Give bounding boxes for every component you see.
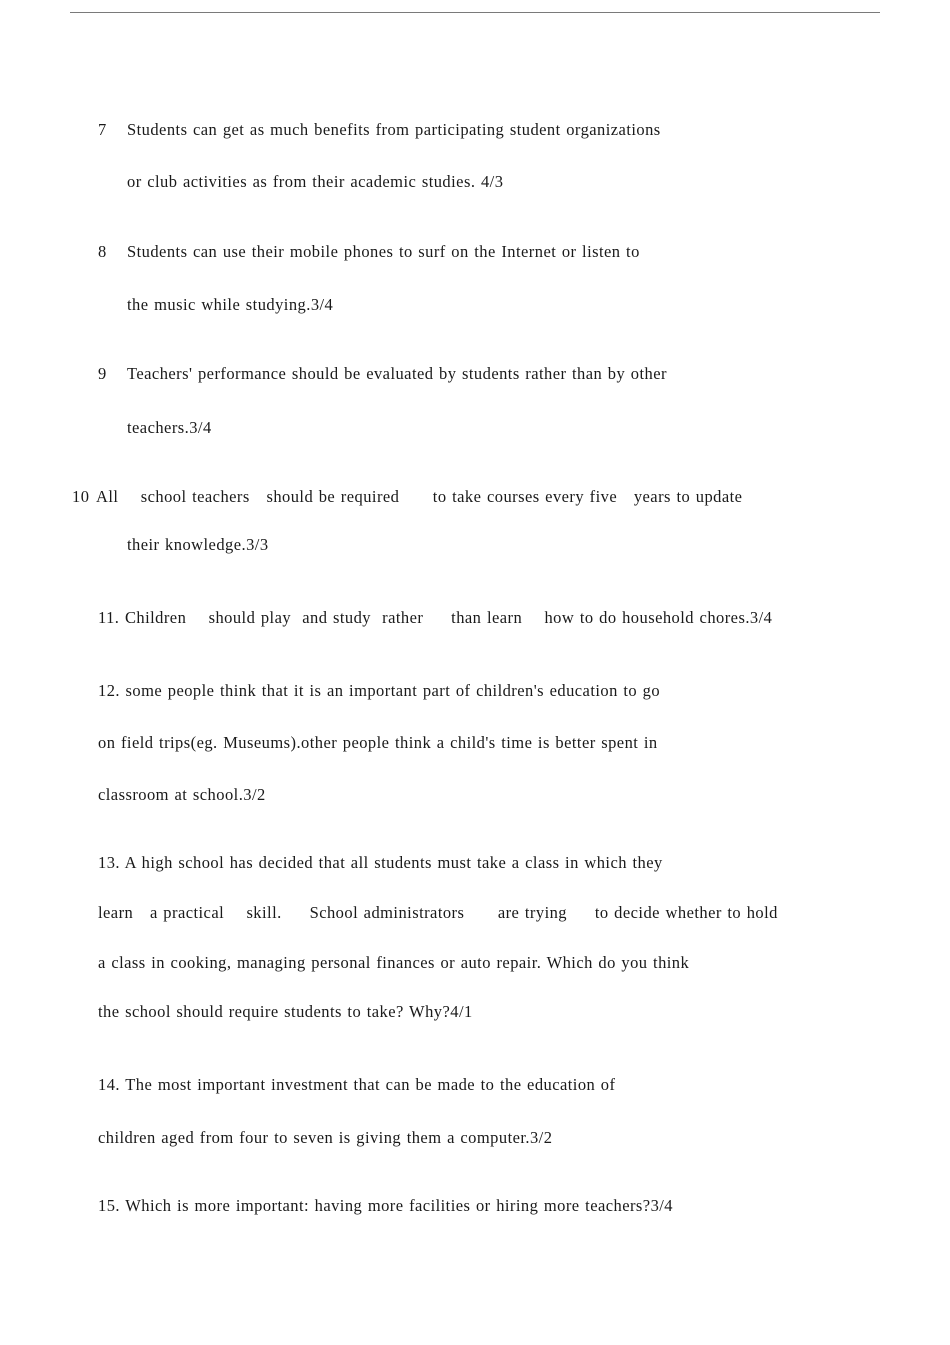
item-text-line: children aged from four to seven is giving them a computer.3/2 (98, 1128, 553, 1147)
item-text-line: Teachers' performance should be evaluated by students rather than by other (127, 364, 667, 383)
item-text-line: 15. Which is more important: having more facilities or hiring more teachers?3/4 (98, 1196, 674, 1215)
item-number: 7 (98, 120, 107, 139)
header-rule (70, 12, 880, 13)
item-text-line: 11. Children should play and study rather than learn how to do household chores.3/4 (98, 608, 773, 627)
item-text-line: 13. A high school has decided that all students must take a class in which they (98, 853, 663, 872)
item-text-line: teachers.3/4 (127, 418, 212, 437)
item-text-line: a class in cooking, managing personal finances or auto repair. Which do you think (98, 953, 690, 972)
item-text-line: on field trips(eg. Museums).other people think a child's time is better spent in (98, 733, 658, 752)
item-text-line: or club activities as from their academic studies. 4/3 (127, 172, 504, 191)
item-number: 8 (98, 242, 107, 261)
item-text-line: learn a practical skill. School administrators are trying to decide whether to hold (98, 903, 778, 922)
item-text-line: 14. The most important investment that can be made to the education of (98, 1075, 616, 1094)
item-text-line: the music while studying.3/4 (127, 295, 334, 314)
item-text-line: classroom at school.3/2 (98, 785, 266, 804)
item-number: 10 (72, 487, 90, 506)
item-text-line: 12. some people think that it is an important part of children's education to go (98, 681, 661, 700)
item-text-line: Students can use their mobile phones to surf on the Internet or listen to (127, 242, 640, 261)
item-number: 9 (98, 364, 107, 383)
item-text-line: All school teachers should be required to take courses every five years to update (96, 487, 743, 506)
item-text-line: Students can get as much benefits from participating student organizations (127, 120, 661, 139)
item-text-line: their knowledge.3/3 (127, 535, 269, 554)
item-text-line: the school should require students to take? Why?4/1 (98, 1002, 473, 1021)
